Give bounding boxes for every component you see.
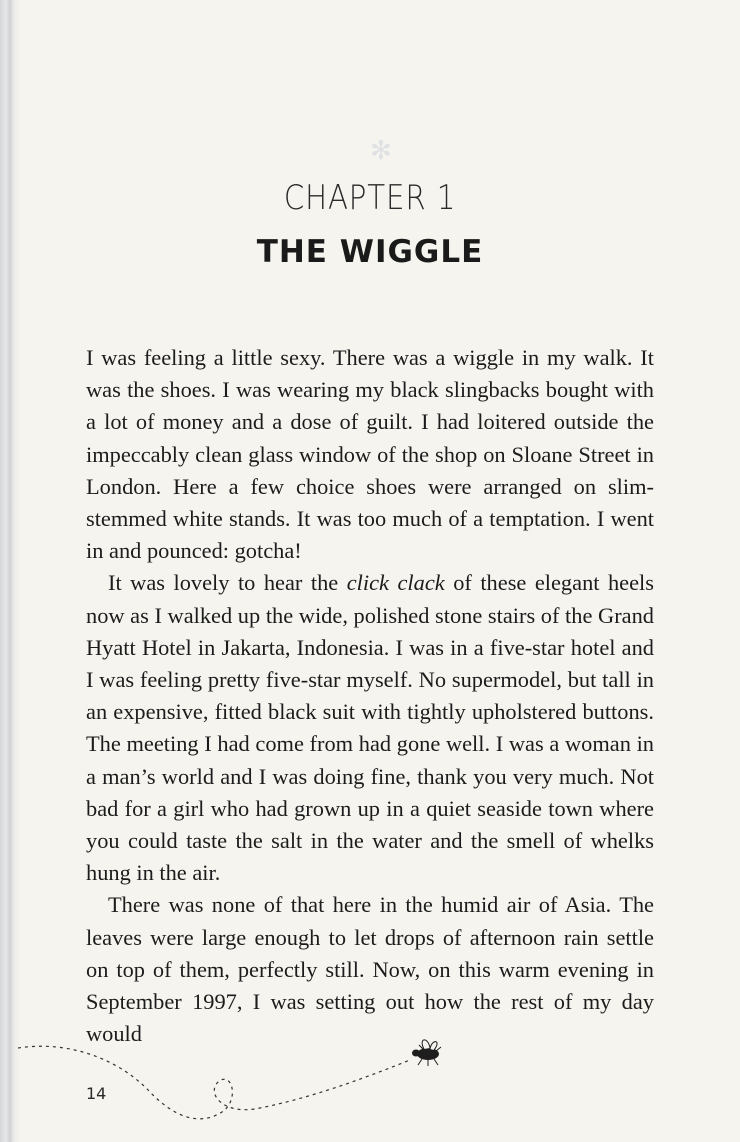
paragraph-text: I was feeling a little sexy. There was a wiggle in my walk. It was the shoes. I was wearing my black slingbacks bought with a lot of money and a dose of guilt. I had loitered outside the impeccably clean glass window of the shop on Sloane Street in London. Here a few choice shoes were arranged on slim-stemmed white stands. It was too much of a temptation. I went in and pounced: gotcha! bbox=[86, 345, 654, 564]
flight-path-decoration bbox=[0, 1030, 740, 1130]
chapter-number: CHAPTER 1 bbox=[283, 178, 457, 218]
italic-phrase: click clack bbox=[346, 570, 445, 596]
paragraph-text: of these elegant heels now as I walked up the wide, polished stone stairs of the Grand Hyatt Hotel in Jakarta, Indonesia. I was in a five-star hotel and I was feeling pretty five-star myself. No supermodel, but tall in an expensive, fitted black suit with tightly upholstered buttons. The meeting I had come from had gone well. I was a woman in a man’s world and I was doing fine, thank you very much. Not bad for a girl who had grown up in a quiet seaside town where you could taste the salt in the water and the smell of whelks hung in the air. bbox=[86, 570, 654, 886]
paragraph-text: It was lovely to hear the bbox=[108, 570, 347, 596]
fly-icon bbox=[412, 1040, 441, 1066]
paragraph-text: There was none of that here in the humid air of Asia. The leaves were large enough to let drops of afternoon rain settle on top of them, perfectly still. Now, on this warm evening in September 1997, I was setting out how the rest of my day would bbox=[86, 892, 654, 1047]
paragraph-2 bbox=[86, 567, 654, 889]
show-through-icon: ✻ bbox=[370, 136, 392, 165]
paragraph-1 bbox=[86, 342, 654, 567]
page-edge bbox=[0, 0, 20, 1142]
chapter-title: THE WIGGLE bbox=[256, 234, 484, 270]
page-number: 14 bbox=[86, 1084, 107, 1103]
dotted-flight-path bbox=[18, 1046, 410, 1119]
body-text bbox=[86, 342, 654, 1050]
paragraph-3 bbox=[86, 889, 654, 1050]
